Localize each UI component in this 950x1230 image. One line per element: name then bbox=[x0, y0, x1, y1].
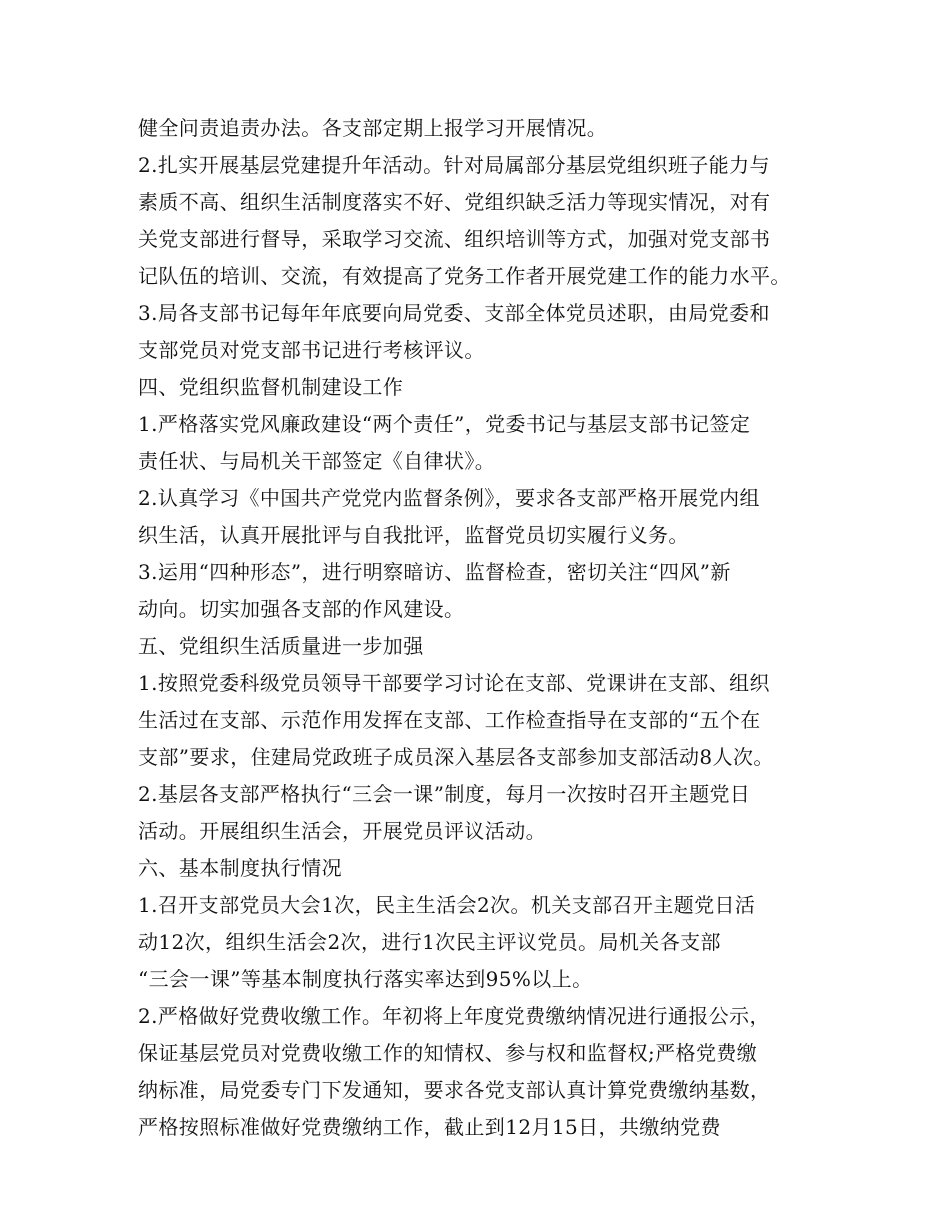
text-line: 记队伍的培训、交流，有效提高了党务工作者开展党建工作的能力水平。 bbox=[138, 264, 791, 288]
text-line: 活动。开展组织生活会，开展党员评议活动。 bbox=[138, 819, 546, 843]
text-line: 1.严格落实党风廉政建设“两个责任”，党委书记与基层支部书记签定 bbox=[138, 412, 751, 436]
text-line: 3.局各支部书记每年年底要向局党委、支部全体党员述职，由局党委和 bbox=[138, 301, 770, 325]
text-line: 素质不高、组织生活制度落实不好、党组织缺乏活力等现实情况，对有 bbox=[138, 190, 771, 214]
text-line: 支部”要求，住建局党政班子成员深入基层各支部参加支部活动8人次。 bbox=[138, 745, 774, 769]
text-line: 2.扎实开展基层党建提升年活动。针对局属部分基层党组织班子能力与 bbox=[138, 153, 770, 177]
text-line: 严格按照标准做好党费缴纳工作，截止到12月15日，共缴纳党费 bbox=[138, 1115, 721, 1139]
document-body bbox=[138, 110, 815, 1146]
text-line: 2.认真学习《中国共产党党内监督条例》，要求各支部严格开展党内组 bbox=[138, 486, 760, 510]
text-line: 纳标准，局党委专门下发通知，要求各党支部认真计算党费缴纳基数， bbox=[138, 1078, 771, 1102]
text-line: “三会一课”等基本制度执行落实率达到95%以上。 bbox=[138, 967, 593, 991]
text-line: 动向。切实加强各支部的作风建设。 bbox=[138, 597, 465, 621]
text-line: 责任状、与局机关干部签定《自律状》。 bbox=[138, 449, 496, 473]
text-line: 1.按照党委科级党员领导干部要学习讨论在支部、党课讲在支部、组织 bbox=[138, 671, 770, 695]
text-line: 健全问责追责办法。各支部定期上报学习开展情况。 bbox=[138, 116, 608, 140]
text-line: 生活过在支部、示范作用发挥在支部、工作检查指导在支部的“五个在 bbox=[138, 708, 761, 732]
text-line: 关党支部进行督导，采取学习交流、组织培训等方式，加强对党支部书 bbox=[138, 227, 771, 251]
text-line: 2.严格做好党费收缴工作。年初将上年度党费缴纳情况进行通报公示， bbox=[138, 1004, 770, 1028]
text-line: 3.运用“四种形态”，进行明察暗访、监督检查，密切关注“四风”新 bbox=[138, 560, 731, 584]
text-line: 2.基层各支部严格执行“三会一课”制度，每月一次按时召开主题党日 bbox=[138, 782, 751, 806]
text-line: 六、基本制度执行情况 bbox=[138, 856, 342, 880]
text-line: 支部党员对党支部书记进行考核评议。 bbox=[138, 338, 485, 362]
text-line: 动12次，组织生活会2次，进行1次民主评议党员。局机关各支部 bbox=[138, 930, 721, 954]
text-line: 织生活，认真开展批评与自我批评，监督党员切实履行义务。 bbox=[138, 523, 689, 547]
text-line: 五、党组织生活质量进一步加强 bbox=[138, 634, 424, 658]
text-line: 1.召开支部党员大会1次，民主生活会2次。机关支部召开主题党日活 bbox=[138, 893, 756, 917]
text-line: 保证基层党员对党费收缴工作的知情权、参与权和监督权;严格党费缴 bbox=[138, 1041, 758, 1065]
text-line: 四、党组织监督机制建设工作 bbox=[138, 375, 404, 399]
